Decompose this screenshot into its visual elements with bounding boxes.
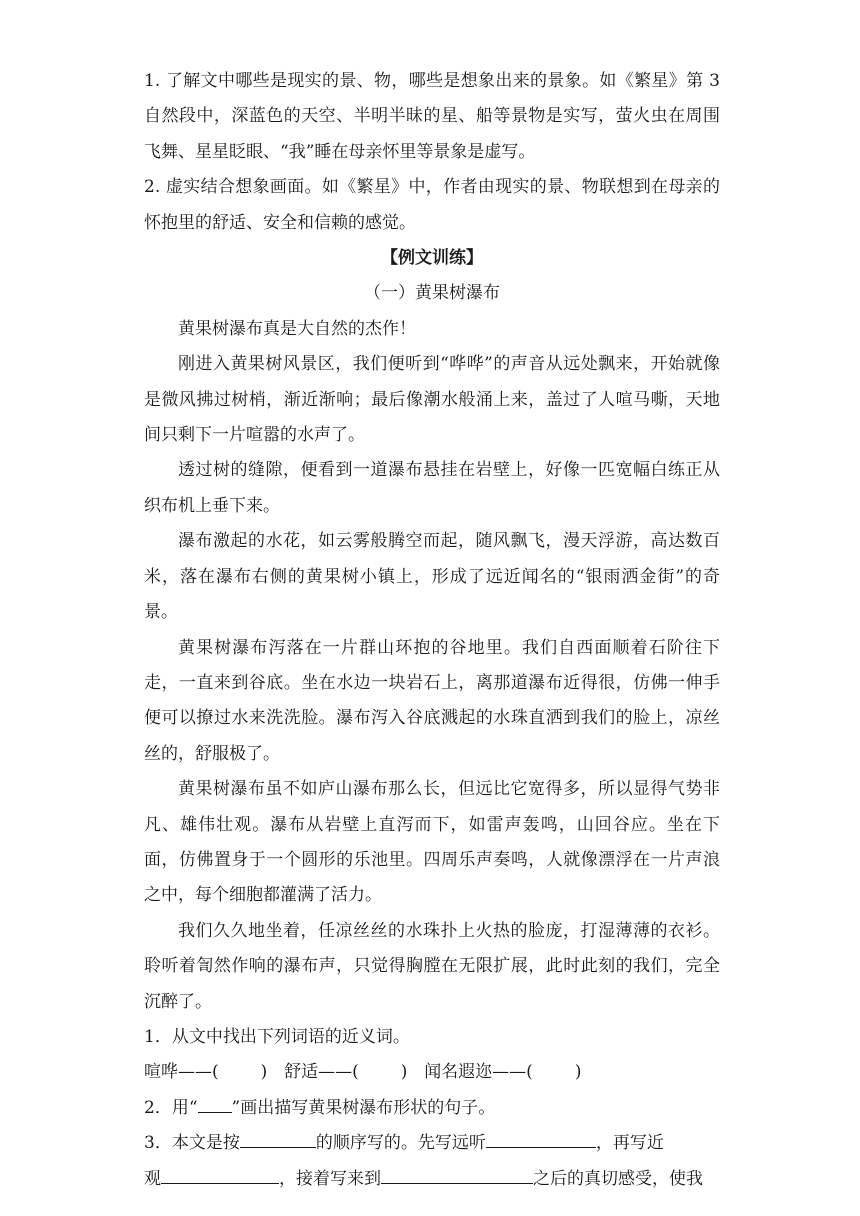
tip-1: 1. 了解文中哪些是现实的景、物，哪些是想象出来的景象。如《繁星》第 3 自然段中，深蓝色的天空、半明半昧的星、船等景物是实写，萤火虫在周围飞舞、星星眨眼、“我”睡在母亲怀里等景象是虚写。 — [144, 71, 720, 162]
paragraph-6: 黄果树瀑布虽不如庐山瀑布那么长，但远比它宽得多，所以显得气势非凡、雄伟壮观。瀑布从岩壁上直泻而下，如雷声轰鸣，山回谷应。坐在下面，仿佛置身于一个圆形的乐池里。四周乐声奏鸣，人就像漂浮在一片声浪之中，每个细胞都灌满了活力。 — [144, 779, 720, 906]
question-3-part-e: ，接着写来到 — [279, 1168, 381, 1189]
paragraph-3: 透过树的缝隙，便看到一道瀑布悬挂在岩壁上，好像一匹宽幅白练正从织布机上垂下来。 — [144, 460, 720, 516]
word-2-label: 舒适——( — [284, 1062, 359, 1083]
word-3-close: ) — [574, 1062, 582, 1083]
question-1-words — [144, 1055, 720, 1090]
answer-blank-4[interactable] — [240, 1127, 316, 1148]
paragraph-4: 瀑布激起的水花，如云雾般腾空而起，随风飘飞，漫天浮游，高达数百米，落在瀑布右侧的黄果树小镇上，形成了远近闻名的“银雨洒金街”的奇景。 — [144, 531, 720, 623]
paragraph-7: 我们久久地坐着，任凉丝丝的水珠扑上火热的脸庞，打湿薄薄的衣衫。聆听着訇然作响的瀑布声，只觉得胸膛在无限扩展，此时此刻的我们，完全沉醉了。 — [144, 920, 720, 1012]
paragraph-2: 刚进入黄果树风景区，我们便听到“哗哗”的声音从远处飘来，开始就像是微风拂过树梢，渐近渐响；最后像潮水般涌上来，盖过了人喧马嘶，天地间只剩下一片喧嚣的水声了。 — [144, 354, 720, 446]
tip-2: 2. 虚实结合想象画面。如《繁星》中，作者由现实的景、物联想到在母亲的怀抱里的舒适、安全和信赖的感觉。 — [144, 177, 720, 233]
answer-blank-5[interactable] — [486, 1127, 596, 1148]
question-3-part-d: 观 — [144, 1168, 161, 1189]
word-2-close: ) — [400, 1062, 408, 1083]
question-3 — [144, 1126, 720, 1197]
question-2-end: ”画出描写黄果树瀑布形状的句子。 — [231, 1097, 496, 1118]
word-1-label: 喧哗——( — [144, 1062, 219, 1083]
underline-sample — [198, 1092, 232, 1113]
question-3-part-c: ，再写近 — [595, 1133, 664, 1154]
article-title: （一）黄果树瀑布 — [364, 283, 500, 304]
answer-blank-6[interactable] — [161, 1163, 279, 1184]
paragraph-5: 黄果树瀑布泻落在一片群山环抱的谷地里。我们自西面顺着石阶往下走，一直来到谷底。坐在水边一块岩石上，离那道瀑布近得很，仿佛一伸手便可以撩过水来洗洗脸。瀑布泻入谷底溅起的水珠直洒到我们的脸上，凉丝丝的，舒服极了。 — [144, 637, 720, 764]
question-2-start: 2．用“ — [144, 1097, 198, 1118]
paragraph-1: 黄果树瀑布真是大自然的杰作！ — [178, 318, 416, 339]
word-1-close: ) — [260, 1062, 268, 1083]
question-3-part-a: 3．本文是按 — [144, 1133, 240, 1154]
document-content — [144, 64, 720, 1197]
question-3-part-f: 之后的真切感受，使我 — [533, 1168, 703, 1189]
question-2 — [144, 1091, 720, 1126]
word-3-label: 闻名遐迩——( — [424, 1062, 533, 1083]
answer-blank-7[interactable] — [381, 1163, 533, 1184]
section-title: 【例文训练】 — [381, 248, 483, 269]
question-3-part-b: 的顺序写的。先写远听 — [315, 1133, 486, 1154]
question-1: 1．从文中找出下列词语的近义词。 — [144, 1026, 410, 1047]
